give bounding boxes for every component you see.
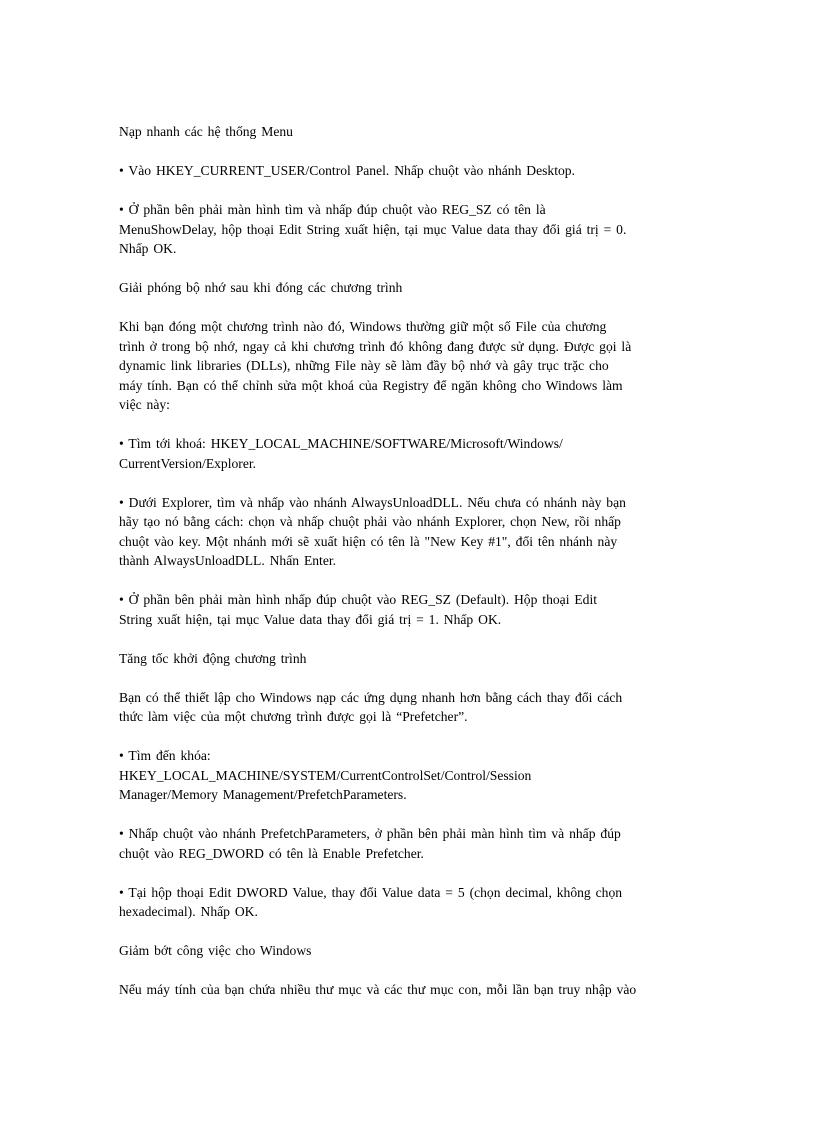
text-line: máy tính. Bạn có thể chỉnh sửa một khoá của Registry để ngăn không cho Windows làm	[119, 377, 623, 393]
heading-menu-speed	[119, 122, 704, 142]
text-line: chuột vào key. Một nhánh mới sẽ xuất hiện có tên là "New Key #1", đổi tên nhánh này	[119, 533, 618, 549]
text-line: CurrentVersion/Explorer.	[119, 455, 257, 471]
text-line: việc này:	[119, 397, 170, 412]
text-line: thức làm việc của một chương trình được gọi là “Prefetcher”.	[119, 709, 468, 724]
text-line: Nhấp OK.	[119, 241, 177, 256]
body-paragraph	[119, 980, 704, 1000]
text-line: • Tìm tới khoá: HKEY_LOCAL_MACHINE/SOFTWARE/Microsoft/Windows/	[119, 436, 563, 451]
text-line: String xuất hiện, tại mục Value data thay đổi giá trị = 1. Nhấp OK.	[119, 611, 502, 627]
heading-startup-speed	[119, 649, 704, 669]
text-line: Giải phóng bộ nhớ sau khi đóng các chương trình	[119, 280, 403, 295]
text-line: hãy tạo nó bằng cách: chọn và nhấp chuột phải vào nhánh Explorer, chọn New, rồi nhấp	[119, 514, 621, 529]
text-line: Tăng tốc khởi động chương trình	[119, 650, 307, 666]
text-line: Nếu máy tính của bạn chứa nhiều thư mục và các thư mục con, mỗi lần bạn truy nhập vào	[119, 982, 637, 997]
text-line: Bạn có thể thiết lập cho Windows nạp các ứng dụng nhanh hơn bằng cách thay đổi cách	[119, 689, 623, 705]
text-line: • Dưới Explorer, tìm và nhấp vào nhánh AlwaysUnloadDLL. Nếu chưa có nhánh này bạn	[119, 494, 626, 510]
bullet-paragraph	[119, 434, 704, 473]
text-line: trình ở trong bộ nhớ, ngay cả khi chương trình đó không đang được sử dụng. Được gọi là	[119, 338, 632, 354]
text-line: Manager/Memory Management/PrefetchParameters.	[119, 787, 407, 802]
body-paragraph	[119, 688, 704, 727]
document-body	[119, 122, 704, 1019]
bullet-paragraph	[119, 590, 704, 629]
bullet-paragraph	[119, 746, 704, 805]
text-line: • Tìm đến khóa:	[119, 748, 211, 763]
text-line: • Tại hộp thoại Edit DWORD Value, thay đổi Value data = 5 (chọn decimal, không chọn	[119, 884, 623, 900]
text-line: Nạp nhanh các hệ thống Menu	[119, 124, 293, 139]
body-paragraph	[119, 317, 704, 415]
bullet-paragraph	[119, 824, 704, 863]
bullet-paragraph	[119, 161, 704, 181]
text-line: Khi bạn đóng một chương trình nào đó, Windows thường giữ một số File của chương	[119, 319, 607, 334]
heading-reduce-work	[119, 941, 704, 961]
text-line: • Nhấp chuột vào nhánh PrefetchParameters, ở phần bên phải màn hình tìm và nhấp đúp	[119, 826, 621, 841]
text-line: thành AlwaysUnloadDLL. Nhấn Enter.	[119, 553, 337, 568]
bullet-paragraph	[119, 493, 704, 571]
heading-free-memory	[119, 278, 704, 298]
text-line: Giảm bớt công việc cho Windows	[119, 943, 312, 958]
text-line: • Ở phần bên phải màn hình nhấp đúp chuột vào REG_SZ (Default). Hộp thoại Edit	[119, 592, 598, 607]
bullet-paragraph	[119, 200, 704, 259]
text-line: HKEY_LOCAL_MACHINE/SYSTEM/CurrentControlSet/Control/Session	[119, 767, 532, 783]
text-line: hexadecimal). Nhấp OK.	[119, 904, 258, 919]
text-line: chuột vào REG_DWORD có tên là Enable Prefetcher.	[119, 845, 424, 861]
text-line: • Vào HKEY_CURRENT_USER/Control Panel. Nhấp chuột vào nhánh Desktop.	[119, 163, 576, 178]
text-line: MenuShowDelay, hộp thoại Edit String xuất hiện, tại mục Value data thay đổi giá trị = 0.	[119, 221, 627, 237]
text-line: • Ở phần bên phải màn hình tìm và nhấp đúp chuột vào REG_SZ có tên là	[119, 202, 546, 217]
bullet-paragraph	[119, 883, 704, 922]
text-line: dynamic link libraries (DLLs), những File này sẽ làm đầy bộ nhớ và gây trục trặc cho	[119, 358, 609, 373]
